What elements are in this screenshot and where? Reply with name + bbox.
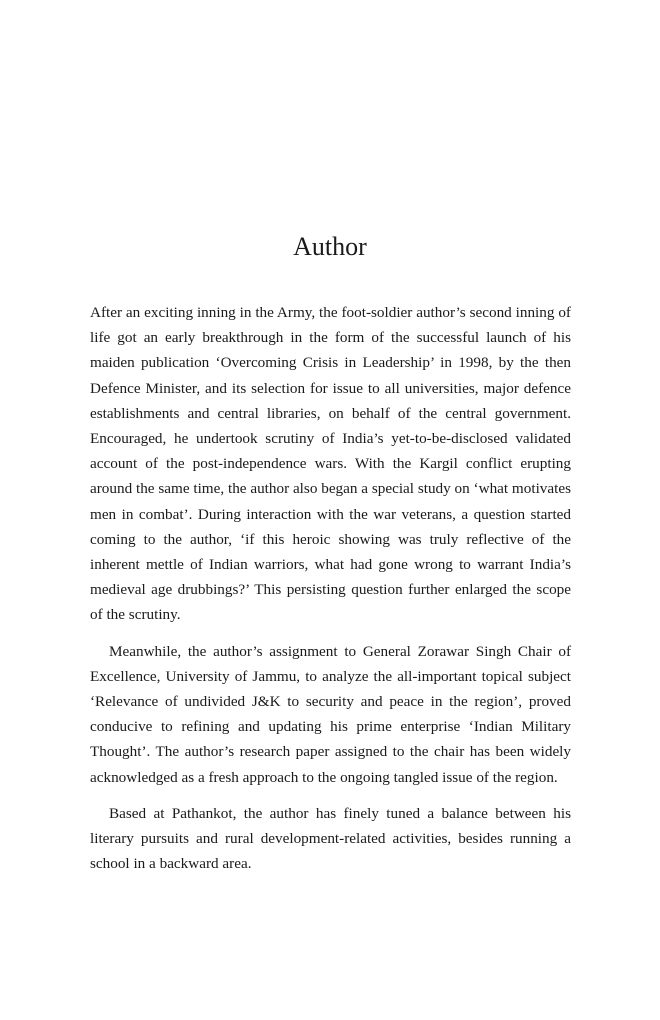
bio-paragraph-1: After an exciting inning in the Army, the foot-soldier author’s second inning of life got an early breakthrough in the form of the successful launch of his maiden publication ‘Overcoming Crisis in Leadership’ in 1998, by the then Defence Minister, and its selection for issue to all universities, major defence establishments and central libraries, on behalf of the central government. Encouraged, he undertook scrutiny of India’s yet-to-be-disclosed validated account of the post-independence wars. With the Kargil conflict erupting around the same time, the author also began a special study on ‘what motivates men in combat’. During interaction with the war veterans, a question started coming to the author, ‘if this heroic showing was truly reflective of the inherent mettle of Indian warriors, what had gone wrong to warrant India’s medieval age drubbings?’ This persisting question further enlarged the scope of the scrutiny. [90, 304, 571, 624]
author-bio [90, 300, 571, 887]
page-title: Author [293, 232, 367, 261]
bio-paragraph-3: Based at Pathankot, the author has finely tuned a balance between his literary pursuits and rural development-related activities, besides running a school in a backward area. [90, 804, 571, 873]
bio-paragraph-2: Meanwhile, the author’s assignment to General Zorawar Singh Chair of Excellence, University of Jammu, to analyze the all-important topical subject ‘Relevance of undivided J&K to security and peace in the region’, proved conducive to refining and updating his prime enterprise ‘Indian Military Thought’. The author’s research paper assigned to the chair has been widely acknowledged as a fresh approach to the ongoing tangled issue of the region. [90, 642, 571, 786]
